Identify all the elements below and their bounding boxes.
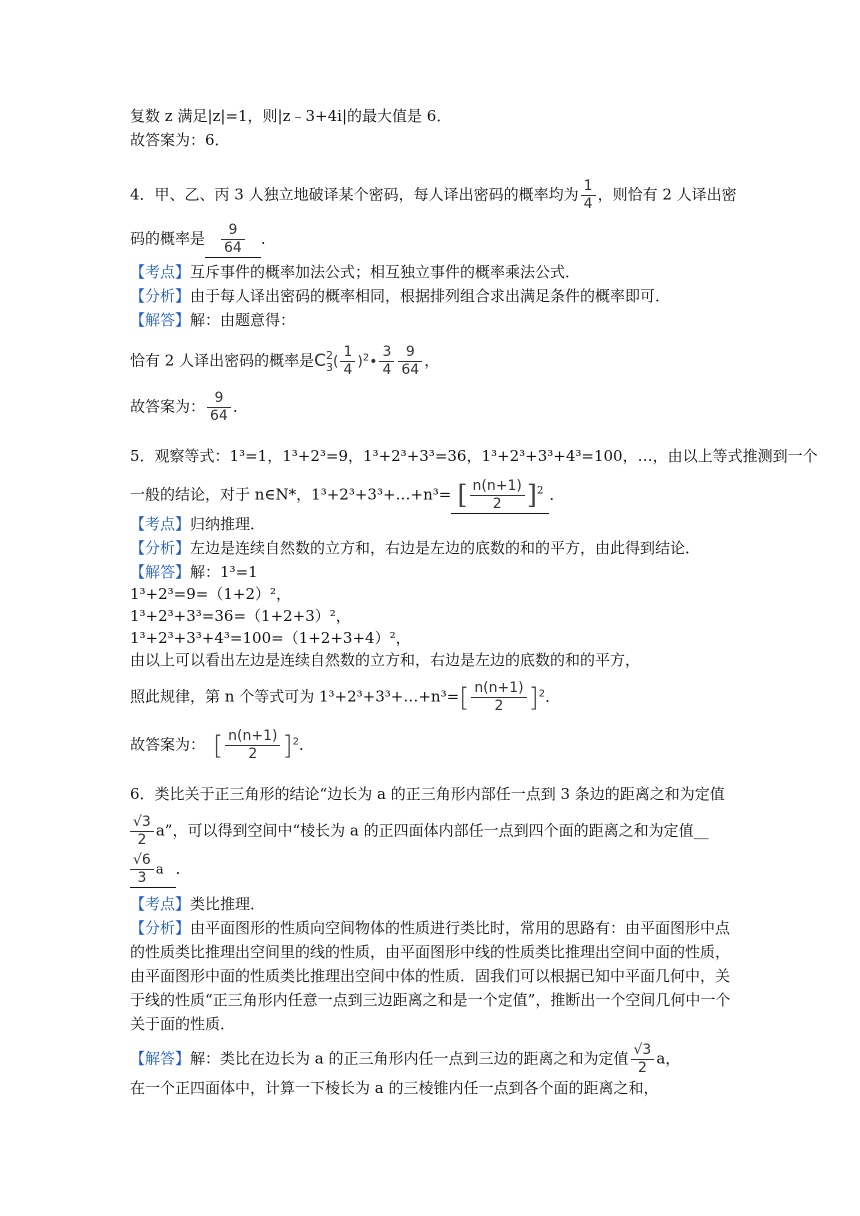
q6-question-line3 — [130, 852, 191, 888]
frac-num: 1 — [581, 178, 596, 196]
q5-question-line2 — [130, 478, 564, 514]
q4-text: 故答案为： — [130, 397, 206, 416]
frac-num: 9 — [221, 222, 245, 240]
power: 2 — [538, 687, 546, 699]
jieda-text: 解：1³=1 — [190, 563, 258, 581]
q5-fenxi — [130, 538, 700, 558]
frac-num: n(n+1) — [470, 478, 525, 496]
q6-kaodian — [130, 894, 265, 914]
jieda-tag: 【解答】 — [130, 1049, 191, 1068]
comb-sup: 2 — [325, 348, 333, 362]
kaodian-tag: 【考点】 — [130, 263, 191, 281]
frac-den: 4 — [583, 196, 593, 212]
comb-c: C — [314, 350, 326, 371]
q5-text: ． — [299, 735, 315, 754]
frac-den: 64 — [224, 240, 242, 256]
q5-rule-formula: [ $\frac{n(n+1)}{2}$ ]$^2$ — [459, 680, 546, 714]
fenxi-text: 左边是连续自然数的立方和，右边是左边的底数的和的平方，由此得到结论． — [190, 539, 701, 557]
frac-den: 2 — [492, 496, 502, 512]
q4-text: ， — [424, 351, 440, 370]
q4-question-line2 — [130, 222, 276, 258]
fenxi-text: 由于每人译出密码的概率相同，根据排列组合求出满足条件的概率即可． — [190, 287, 671, 305]
kaodian-text: 类比推理． — [190, 895, 266, 913]
q4-question-line1 — [130, 178, 737, 213]
q6-sqrt3-over-2 — [130, 814, 154, 849]
power: 2 — [292, 735, 300, 747]
jieda-tag: 【解答】 — [130, 311, 191, 329]
q5-eq3: 1³+2³+3³=36=（1+2+3）²， — [130, 607, 351, 625]
q5-answer-formula: [ $\frac{n(n+1)}{2}$ ]$^2$ — [213, 728, 300, 762]
q5-text: 照此规律，第 n 个等式可为 1³+2³+3³+…+n³= — [130, 687, 460, 706]
q4-text: ． — [232, 397, 248, 416]
jieda-text: a， — [656, 1049, 681, 1068]
q5-answer-blank: [ $\frac{n(n+1)}{2}$ ]$^2$ — [451, 478, 549, 514]
comb-sub: 3 — [325, 360, 333, 374]
q4-solution-line — [130, 344, 439, 379]
q3-line: 复数 z 满足|z|=1，则|z﹣3+4i|的最大值是 6． — [130, 107, 452, 125]
q5-rule — [130, 680, 560, 715]
q6-jieda — [130, 1042, 680, 1077]
kaodian-text: 互斥事件的概率加法公式；相互独立事件的概率乘法公式． — [190, 263, 581, 281]
q6-answer-blank — [130, 852, 176, 888]
q6-question-line1: 6．类比关于正三角形的结论“边长为 a 的正三角形内部任一点到 3 条边的距离之和为定值 — [130, 785, 725, 803]
q6-fenxi-1 — [130, 918, 730, 938]
q6-fenxi-2: 的性质类比推理出空间里的线的性质，由平面图形中线的性质类比推理出空间中面的性质， — [130, 943, 731, 961]
q6-question-line2 — [130, 814, 709, 849]
q5-text: ． — [545, 687, 561, 706]
q6-fenxi-5: 关于面的性质． — [130, 1015, 236, 1033]
power: 2 — [536, 485, 544, 497]
kaodian-tag: 【考点】 — [130, 515, 191, 533]
frac-den: 64 — [210, 408, 228, 424]
q5-answer — [130, 728, 314, 763]
frac-num: 3 — [379, 344, 394, 362]
q4-fraction-prob — [581, 178, 596, 213]
frac-num: √3 — [130, 814, 154, 832]
q5-eq2: 1³+2³=9=（1+2）²， — [130, 585, 292, 603]
q3-answer: 故答案为：6． — [130, 131, 230, 149]
kaodian-tag: 【考点】 — [130, 895, 191, 913]
q4-text: ． — [260, 229, 276, 248]
q5-text: ． — [549, 485, 565, 504]
frac-num: n(n+1) — [225, 728, 280, 746]
frac-den: 2 — [637, 1060, 647, 1076]
q5-conclude: 由以上可以看出左边是连续自然数的立方和，右边是左边的底数的和的平方， — [130, 651, 641, 669]
frac-den: 2 — [137, 832, 147, 848]
frac-den: 64 — [401, 362, 420, 378]
kaodian-text: 归纳推理． — [190, 515, 266, 533]
q4-text: 码的概率是 — [130, 229, 206, 248]
q4-text: 4．甲、乙、丙 3 人独立地破译某个密码，每人译出密码的概率均为 — [130, 185, 579, 204]
frac-num: n(n+1) — [471, 680, 526, 698]
fenxi-tag: 【分析】 — [130, 539, 191, 557]
q5-eq4: 1³+2³+3³+4³=100=（1+2+3+4）²， — [130, 629, 411, 647]
fenxi-text: 由平面图形的性质向空间物体的性质进行类比时，常用的思路有：由平面图形中点 — [190, 919, 731, 937]
q6-fenxi-4: 于线的性质“正三角形内任意一点到三边距离之和是一个定值”，推断出一个空间几何中一个 — [130, 991, 731, 1009]
jieda-text: 解：类比在边长为 a 的正三角形内任一点到三边的距离之和为定值 — [190, 1049, 629, 1068]
frac-num: 9 — [207, 390, 231, 408]
q5-text: 一般的结论，对于 n∈N*，1³+2³+3³+…+n³= — [130, 485, 452, 504]
q5-question-line1: 5．观察等式：1³=1，1³+2³=9，1³+2³+3³=36，1³+2³+3³+4³=100，…，由以上等式推测到一个 — [130, 447, 818, 465]
jieda-tag: 【解答】 — [130, 563, 191, 581]
q4-jieda — [130, 310, 295, 330]
q6-last-line: 在一个正四面体中，计算一下棱长为 a 的三棱锥内任一点到各个面的距离之和， — [130, 1079, 659, 1097]
frac-num: 1 — [340, 344, 355, 362]
q6-fenxi-3: 由平面图形中面的性质类比推理出空间中体的性质．固我们可以根据已知中平面几何中，关 — [130, 967, 731, 985]
q5-text: 故答案为： — [130, 735, 206, 754]
frac-num: √3 — [631, 1042, 655, 1060]
fenxi-tag: 【分析】 — [130, 919, 191, 937]
frac-num: 9 — [398, 344, 422, 362]
q4-solution-formula: C 2 3 ( $\frac{1}{4}$ )$^2$• $\frac{3}{4}$ $\frac{9}{64}$ — [314, 354, 424, 370]
q6-var-a: a — [155, 862, 164, 878]
frac-den: 3 — [137, 870, 147, 886]
q5-jieda — [130, 562, 258, 582]
q6-text: ． — [175, 859, 191, 878]
frac-den: 2 — [494, 698, 504, 714]
q4-kaodian — [130, 262, 580, 282]
q4-answer-blank — [205, 222, 261, 258]
jieda-text: 解：由题意得： — [190, 311, 296, 329]
frac-den: 4 — [382, 362, 392, 378]
q4-answer — [130, 390, 248, 425]
frac-den: 2 — [248, 746, 258, 762]
q5-kaodian — [130, 514, 265, 534]
fenxi-tag: 【分析】 — [130, 287, 191, 305]
frac-num: √6 — [130, 852, 154, 870]
frac-den: 4 — [343, 362, 353, 378]
q4-text: 恰有 2 人译出密码的概率是 — [130, 351, 315, 370]
q4-fenxi — [130, 286, 670, 306]
dot: • — [369, 353, 378, 370]
power: 2 — [362, 351, 370, 363]
q4-text: ，则恰有 2 人译出密 — [597, 185, 737, 204]
q6-text: a”，可以得到空间中“棱长为 a 的正四面体内部任一点到四个面的距离之和为定值__ — [155, 821, 709, 840]
